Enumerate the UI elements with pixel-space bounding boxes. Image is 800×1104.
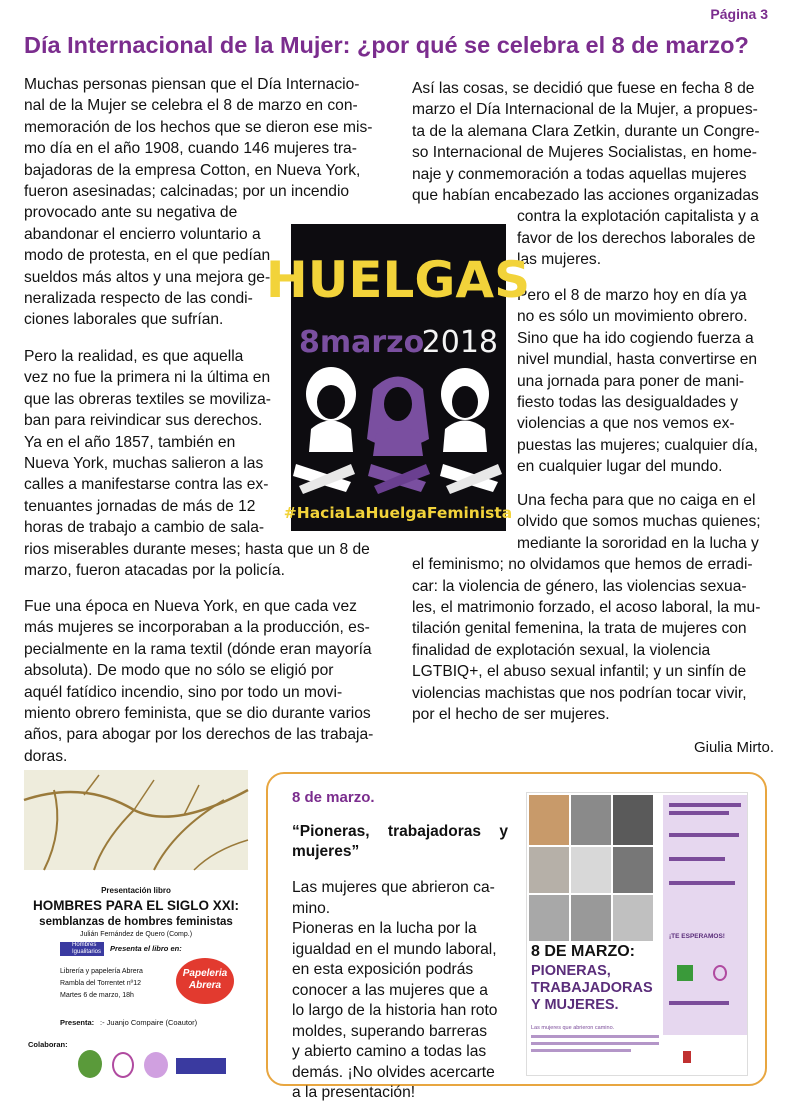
huelgas-poster (265, 224, 531, 531)
text-line: violencias a que nos vemos ex- (517, 415, 735, 433)
poster-hashtag: #HaciaLaHuelgaFeminista (283, 504, 513, 522)
hombres-igualitarios-logo: Hombres Igualitarios (60, 942, 104, 956)
expo-poster-title-line: TRABAJADORAS (531, 980, 653, 996)
exhibition-date: 8 de marzo. (292, 789, 375, 806)
presenter-label: Presenta: (60, 1018, 95, 1027)
text-line: absoluta). De modo que no sólo se eligió por (24, 662, 334, 680)
text-line: tenuantes jornadas de más de 12 (24, 497, 256, 515)
photo (571, 795, 611, 845)
book-title: HOMBRES PARA EL SIGLO XXI: (32, 898, 240, 913)
text-line: el feminismo; no olvidamos que hemos de erradi- (412, 556, 753, 574)
col1-paragraph-3 (24, 596, 387, 767)
venue-line: Martes 6 de marzo, 18h (60, 992, 134, 999)
text-line: en cualquier lugar del mundo. (517, 458, 723, 476)
page-number: Página 3 (710, 6, 768, 22)
text-line: olvido que somos muchas quienes; (517, 513, 761, 531)
collab-label: Colaboran: (28, 1040, 68, 1049)
text-line: aquél fatídico incendio, sino por todo un movi- (24, 683, 343, 701)
text-line: lo largo de la historia han roto (292, 1002, 498, 1019)
text-line: doras. (24, 747, 68, 765)
info-line (531, 1035, 659, 1038)
gender-symbol-icon (112, 1052, 134, 1078)
info-line (669, 1001, 729, 1005)
text-line: Pioneras en la lucha por la (292, 920, 477, 937)
woman-center-icon (367, 377, 429, 457)
text-line: una jornada para poner de mani- (517, 372, 745, 390)
town-crest-icon (683, 1051, 691, 1063)
text-line: las mujeres. (517, 251, 602, 269)
info-line (531, 1049, 631, 1052)
expo-poster-title (531, 963, 653, 1014)
text-line: miento obrero feminista, que se dio durante varios (24, 705, 371, 723)
text-line: demás. ¡No olvides acercarte (292, 1063, 495, 1081)
text-line: nal de la Mujer se celebra el 8 de marzo en con- (24, 97, 358, 115)
venue-line: Rambla del Torrentet nº12 (60, 980, 142, 987)
text-line: ciones laborales que sufrían. (24, 311, 224, 329)
text-line: bajadoras de la empresa Cotton, en Nueva York, (24, 161, 361, 179)
text-line: Sino que ha ido cogiendo fuerza a (517, 329, 754, 347)
text-line: calles a manifestarse contra las ex- (24, 476, 269, 494)
woman-left-icon (306, 367, 356, 452)
book-editor: Julián Fernández de Quero (Comp.) (79, 931, 193, 938)
exhibition-poster (526, 792, 748, 1076)
book-presenta: Presenta el libro en: (110, 944, 182, 953)
poster-year: 2018 (421, 325, 498, 360)
text-line: rios miserables durante meses; hasta que un 8 de (24, 540, 370, 558)
photo (571, 895, 611, 941)
text-line: LGTBIQ+, el abuso sexual infantil; y un sinfín de (412, 663, 747, 681)
text-line: mediante la sororidad en la lucha y (517, 534, 759, 552)
venue-line: Librería y papelería Abrera (60, 968, 143, 975)
article-author: Giulia Mirto. (693, 739, 774, 756)
info-line (531, 1042, 659, 1045)
tree-logo-icon (78, 1050, 102, 1078)
info-line (669, 803, 741, 807)
exhibition-text (292, 878, 508, 1104)
tree-logo-icon (677, 965, 693, 981)
info-line (669, 857, 725, 861)
text-line: mino. (292, 899, 331, 917)
info-line (669, 811, 729, 815)
text-line: abandonar el encierro voluntario a (24, 225, 261, 243)
expo-poster-cta: ¡TE ESPERAMOS! (669, 933, 725, 940)
info-line (669, 881, 735, 885)
text-line: igualdad en el mundo laboral, (292, 940, 497, 958)
text-line: les, el matrimonio forzado, el acoso laboral, la mu- (412, 599, 761, 617)
text-line: sueldos más altos y una mejora ge- (24, 268, 271, 286)
text-line: mo día en el año 1908, cuando 146 mujeres tra- (24, 140, 357, 158)
shop-logo-line: Papeleria (182, 968, 228, 979)
text-line: marzo el Día Internacional de la Mujer, a propues- (412, 101, 758, 119)
book-presentation-poster (24, 770, 248, 1084)
text-line: que habían encabezado las acciones organizadas (412, 187, 759, 205)
text-line: por el hecho de ser mujeres. (412, 706, 610, 724)
article-title: Día Internacional de la Mujer: ¿por qué se celebra el 8 de marzo? (24, 32, 749, 58)
photo (529, 795, 569, 845)
text-line: fueron asesinadas; calcinadas; por un incendio (24, 183, 350, 201)
woman-right-icon (441, 368, 489, 452)
text-line: contra la explotación capitalista y a (517, 208, 759, 226)
text-line: Pero el 8 de marzo hoy en día ya (517, 287, 747, 304)
text-line: años, para abogar por los derechos de las trabaja- (24, 726, 374, 744)
hombres-igualitarios-small-logo (176, 1058, 226, 1074)
text-line: moldes, superando barreras (292, 1022, 488, 1040)
text-line: naje y conmemoración a todas aquellas mujeres (412, 165, 747, 183)
tree-branches-illustration (24, 770, 248, 870)
text-line: tilación genital femenina, la trata de mujeres con (412, 620, 747, 638)
photo (529, 895, 569, 941)
text-line: pecialmente en la rama textil (dónde eran mayoría (24, 640, 372, 658)
text-line: fiesto todas las desigualdades y (517, 394, 739, 412)
text-line: nivel mundial, hasta convertirse en (517, 351, 758, 369)
info-panel (663, 795, 747, 1035)
text-line: no es sólo un movimiento obrero. (517, 308, 748, 326)
photo (529, 847, 569, 893)
text-line: Fue una época en Nueva York, en que cada vez (24, 598, 357, 615)
text-line: memoración de los hechos que se dieron ese mis- (24, 118, 373, 136)
flower-logo-icon (144, 1052, 168, 1078)
expo-poster-sub: Las mujeres que abrieron camino. (531, 1025, 615, 1031)
text-line: provocado ante su negativa de (24, 204, 238, 222)
text-line: puestas las mujeres; cualquier día, (517, 436, 758, 454)
expo-poster-title-line: Y MUJERES. (531, 997, 619, 1013)
col2-paragraph-2 (517, 285, 775, 478)
huelgas-poster-art (265, 224, 531, 531)
info-line (669, 833, 739, 837)
text-line: marzo, fueron atacadas por la policía. (24, 562, 285, 580)
text-line: horas de trabajo a cambio de sala- (24, 519, 265, 537)
text-line: más mujeres se incorporaban a la producción, es- (24, 619, 370, 637)
text-line: modo de protesta, en el que pedían (24, 247, 271, 265)
text-line: que las obreras textiles se moviliza- (24, 390, 272, 408)
exhibition-title: “Pioneras, trabajadoras y mujeres” (292, 823, 508, 860)
book-subtitle: semblanzas de hombres feministas (39, 916, 233, 928)
papeleria-abrera-logo (176, 958, 234, 1004)
photo (613, 847, 653, 893)
text-line: Muchas personas piensan que el Día Internacio- (24, 76, 360, 93)
presenter-name: :- Juanjo Compaire (Coautor) (100, 1018, 198, 1027)
text-line: Pero la realidad, es que aquella (24, 348, 244, 365)
text-line: Ya en el año 1857, también en (24, 433, 236, 451)
text-line: vez no fue la primera ni la última en (24, 369, 271, 387)
text-line: neralizada respecto de las condi- (24, 290, 253, 308)
photo (613, 795, 653, 845)
text-line: Una fecha para que no caiga en el (517, 492, 756, 509)
gender-symbol-icon (713, 965, 727, 981)
text-line: violencias machistas que nos podrían tocar vivir, (412, 684, 747, 702)
text-line: y abierto camino a todas las (292, 1043, 487, 1060)
text-line: Las mujeres que abrieron ca- (292, 879, 495, 896)
book-label: Presentación libro (101, 886, 171, 895)
book-venue (60, 966, 170, 1002)
text-line: ban para reivindicar sus derechos. (24, 412, 263, 430)
text-line: a la presentación! (292, 1084, 416, 1101)
poster-date: 8marzo (299, 325, 425, 360)
text-line: conocer a las mujeres que a (292, 981, 488, 999)
text-line: en esta exposición podrás (292, 961, 474, 978)
photo (613, 895, 653, 941)
text-line: favor de los derechos laborales de (517, 229, 756, 247)
text-line: Nueva York, muchas salieron a las (24, 455, 264, 473)
text-line: so Internacional de Mujeres Socialistas, en home- (412, 144, 757, 162)
text-line: finalidad de explotación sexual, la violencia (412, 641, 711, 659)
photo (571, 847, 611, 893)
text-line: ta de la alemana Clara Zetkin, durante un Congre- (412, 122, 760, 140)
text-line: car: la violencia de género, las violencias sexua- (412, 577, 747, 595)
text-line: Así las cosas, se decidió que fuese en fecha 8 de (412, 80, 755, 97)
expo-poster-title-line: PIONERAS, (531, 963, 611, 979)
expo-poster-date: 8 DE MARZO: (531, 943, 635, 960)
poster-headline: HUELGAS (265, 251, 531, 309)
shop-logo-line: Abrera (188, 980, 222, 991)
